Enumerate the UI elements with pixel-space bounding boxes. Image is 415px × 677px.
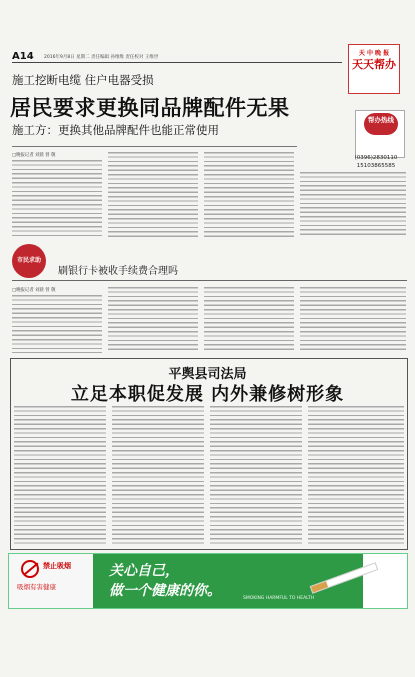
headline-rule [12,146,297,147]
article2-column-4 [300,287,406,353]
article1-kicker: 施工挖断电缆 住户电器受损 [12,73,154,87]
article3-column-1 [14,406,106,546]
dateline: 2016年9月8日 星期二 责任编辑 孙维维 责任校对 王维世 [44,55,159,60]
article3-column-3 [210,406,302,546]
no-smoking-ad [8,553,408,609]
article3-column-2 [112,406,204,546]
no-smoking-icon [21,560,39,578]
header-rule [12,62,342,63]
article2-tag: 市民求助 [12,244,46,278]
article3-title-line1: 平舆县司法局 [168,367,247,382]
help-phone-1: (0396)2830110 [354,155,398,161]
logo-brand: 天 中 晚 报 [358,50,390,57]
ad-slogan-line1: 关心自己， [109,563,179,579]
article1-byline: □晚报记者 刘晨 曾 敬 [12,153,56,158]
article2-title: 刷银行卡被收手续费合理吗 [58,266,178,277]
article2-byline: □晚报记者 刘晨 曾 敬 [12,288,56,293]
article3-column-4 [308,406,404,546]
article2-column-3 [204,287,294,353]
help-phones [346,154,406,170]
article3-title-line2: 立足本职促发展 内外兼修树形象 [70,384,345,405]
help-hotline-box [355,110,405,158]
article1-column-3 [204,152,294,238]
article1-headline: 居民要求更换同品牌配件无果 [10,96,290,120]
article1-column-4 [300,172,406,238]
column-logo [348,44,400,94]
help-phone-2: 15103865585 [356,163,396,169]
ad-slogan-english: SMOKING HARMFUL TO HEALTH [243,596,315,601]
ad-ban-line2: 吸烟有害健康 [17,583,56,591]
article2-column-1 [12,295,102,353]
page-number: A14 [12,51,34,62]
article2-column-2 [108,287,198,353]
article2-rule [12,280,407,281]
ad-ban-line1: 禁止吸烟 [43,562,71,570]
logo-title: 天天帮办 [352,58,396,71]
article1-column-2 [108,152,198,238]
ad-slogan-line2: 做一个健康的你。 [109,583,221,599]
article1-subhead: 施工方：更换其他品牌配件也能正常使用 [12,123,219,137]
article1-column-1 [12,160,102,238]
help-badge: 帮办热线 [364,113,398,135]
